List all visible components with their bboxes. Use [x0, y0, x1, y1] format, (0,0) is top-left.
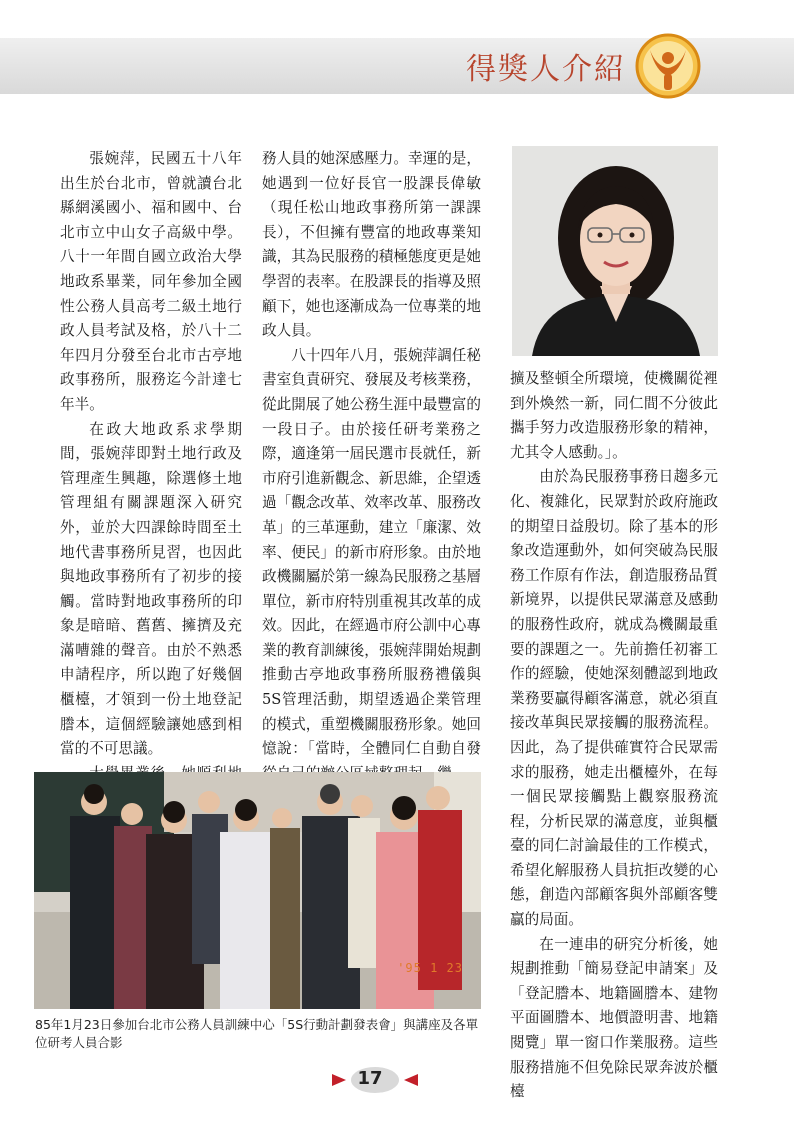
article-column-2 [262, 147, 481, 786]
paragraph: 擴及整頓全所環境，使機關從裡到外煥然一新，同仁間不分彼此攜手努力改造服務形象的精神，尤其令人感動。」。 [510, 370, 718, 461]
page-number: 17 [357, 1068, 383, 1089]
paragraph: 八十四年八月，張婉萍調任秘書室負責研究、發展及考核業務，從此開展了她公務生涯中最豐富的一段日子。由於接任研考業務之際，適逢第一屆民選市長就任，新市府引進新觀念、新思維，企望透過「觀念改革、效率改革、服務改革」的三革運動，建立「廉潔、效率、便民」的新市府形象。由於地政機關屬於第一線為民服務之基層單位，新市府特別重視其改革的成效。因此，在經過市府公訓中心專業的教育訓練後，張婉萍開始規劃推動古亭地政事務所服務禮儀與5S管理活動，期望透過企業管理的模式，重塑機關服務形象。她回憶說：「當時，全體同仁自動自發 [262, 346, 481, 758]
paragraph: 在一連串的研究分析後，她規劃推動「簡易登記申請案」及「登記謄本、地籍圖謄本、建物平面圖謄本、地價證明書、地籍閱覽」單一窗口作業服務。這些服務措施不但免除民眾奔波於櫃檯 [510, 935, 718, 1101]
group-photo [34, 772, 481, 1009]
article-column-3 [510, 367, 718, 1105]
paragraph: 務人員的她深感壓力。幸運的是，她遇到一位好長官一股課長偉敏（現任松山地政事務所第一課課長），不但擁有豐富的地政專業知識，其為民服務的積極態度更是她學習的表率。在股課長的指導及照顧下，她也逐漸成為一位專業的地政人員。 [262, 150, 481, 340]
paragraph: 張婉萍，民國五十八年出生於台北市，曾就讀台北縣網溪國小、福和國中、台北市立中山女子高級中學。八十一年間自國立政治大學地政系畢業，同年參加全國性公務人員高考二級土地行政人員考試及格，於八十二年四月分發至台北市古亭地政事務所，服務迄今計達七年半。 [60, 150, 242, 413]
figure-emblem-icon [634, 32, 702, 100]
paragraph: 在政大地政系求學期間，張婉萍即對土地行政及管理產生興趣，除選修土地管理組有關課題深入研究外，並於大四課餘時間至土地代書事務所見習，也因此與地政事務所有了初步的接觸。當時對地政事務所的印象是暗暗、舊舊、擁擠及充滿嘈雜的聲音。由於不熟悉申請程序，所以跑了好幾個櫃檯，才領到一份土地登記謄本，這個經驗讓她感到相當的不可思議。 [60, 420, 242, 758]
paragraph: 由於為民服務事務日趨多元化、複雜化，民眾對於政府施政的期望日益殷切。除了基本的形象改造運動外，如何突破為民服務工作原有作法，創造服務品質新境界，以提供民眾滿意及感動的服務性政府，就成為機關最重要的課題之一。先前擔任初審工作的經驗，使她深刻體認到地政業務要贏得顧客滿意，就必須直接改革與民眾接觸的服務流程。因此，為了提供確實符合民眾需求的服務，她走出櫃檯外，在每一個民眾接觸點上觀察服務流程，分析民眾的滿意度，並與櫃臺的同仁討論最佳的工作模式，希望化解服務人員抗拒改變的心態，創造內部顧客與外部顧客雙贏的局面。 [510, 468, 718, 929]
section-title: 得獎人介紹 [466, 52, 626, 87]
photo-date-stamp: '95 1 23 [397, 961, 463, 975]
portrait-photo [512, 146, 718, 356]
photo-caption: 85年1月23日參加台北市公務人員訓練中心「5S行動計劃發表會」與講座及各單位研考人員合影 [35, 1017, 479, 1050]
